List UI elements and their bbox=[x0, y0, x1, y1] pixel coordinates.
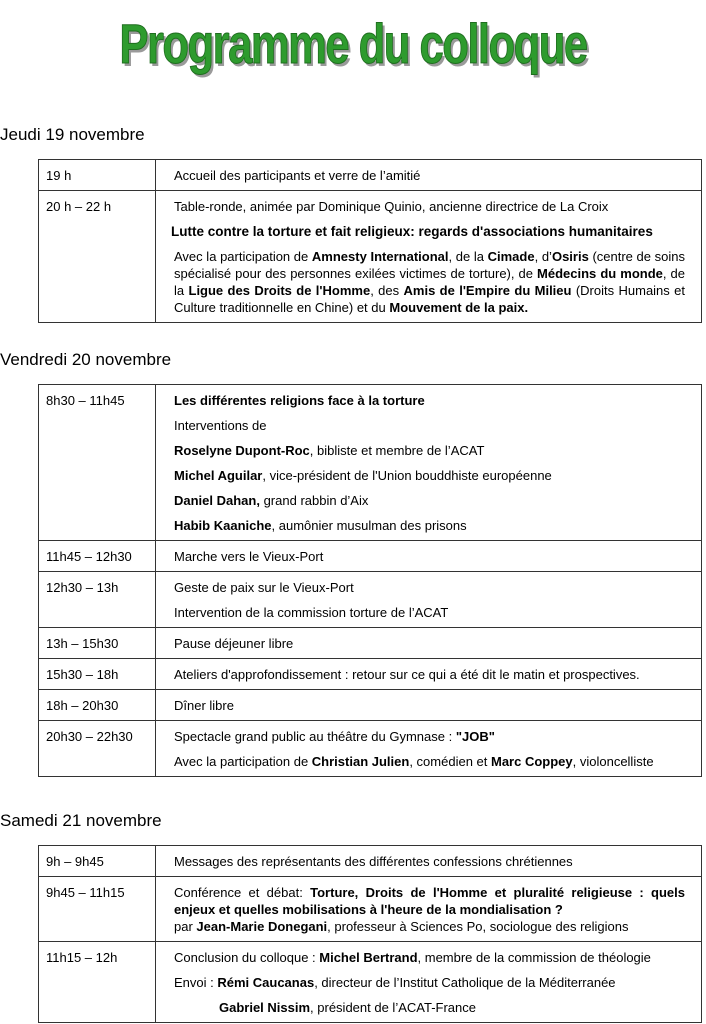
time-cell: 13h – 15h30 bbox=[39, 628, 156, 659]
table-row bbox=[39, 942, 702, 1023]
description-cell: Dîner libre bbox=[156, 690, 702, 721]
speaker: Roselyne Dupont-Roc, bibliste et membre de l’ACAT bbox=[174, 443, 485, 458]
time-cell: 9h – 9h45 bbox=[39, 846, 156, 877]
description-cell bbox=[156, 191, 702, 323]
description-cell: Conférence et débat: Torture, Droits de l'Homme et pluralité religieuse : quels enjeux et quelles mobilisations à l'heure de la mondialisation ? par Jean-Marie Donegani, professeur à Sciences Po, sociologue des religions bbox=[156, 877, 702, 942]
table-row bbox=[39, 385, 702, 541]
time-cell: 9h45 – 11h15 bbox=[39, 877, 156, 942]
day-heading-thursday: Jeudi 19 novembre bbox=[0, 125, 145, 144]
table-row bbox=[39, 659, 702, 690]
table-row bbox=[39, 690, 702, 721]
participants-paragraph: Avec la participation de Amnesty International, de la Cimade, d’Osiris (centre de soins spécialisé pour des personnes exilées victimes de torture), de Médecins du monde, de la Ligue des Droits de l'Homme, des Amis de l'Empire du Milieu (Droits Humains et Culture traditionnelle en Chine) et du Mouvement de la paix. bbox=[174, 249, 686, 315]
time-cell: 15h30 – 18h bbox=[39, 659, 156, 690]
description-cell: Les différentes religions face à la torture Interventions de Roselyne Dupont-Roc, bibliste et membre de l’ACAT Michel Aguilar, vice-président de l'Union bouddhiste européenne Daniel Dahan, grand rabbin d’Aix Habib Kaaniche, aumônier musulman des prisons bbox=[156, 385, 702, 541]
time-cell: 20 h – 22 h bbox=[39, 191, 156, 323]
description-cell: Conclusion du colloque : Michel Bertrand, membre de la commission de théologie Envoi : Rémi Caucanas, directeur de l’Institut Catholique de la Méditerranée Gabriel Nissim, président de l’ACAT-France bbox=[156, 942, 702, 1023]
table-row bbox=[39, 541, 702, 572]
table-row bbox=[39, 160, 702, 191]
description-cell: Geste de paix sur le Vieux-Port Intervention de la commission torture de l’ACAT bbox=[156, 572, 702, 628]
time-cell: 11h45 – 12h30 bbox=[39, 541, 156, 572]
table-row bbox=[39, 721, 702, 777]
schedule-table-saturday bbox=[38, 845, 702, 1023]
page-title: Programme du colloque bbox=[119, 12, 587, 75]
table-row bbox=[39, 572, 702, 628]
description-cell: Messages des représentants des différentes confessions chrétiennes bbox=[156, 846, 702, 877]
speaker: Michel Aguilar, vice-président de l'Union bouddhiste européenne bbox=[174, 468, 552, 483]
description-cell: Marche vers le Vieux-Port bbox=[156, 541, 702, 572]
table-row bbox=[39, 628, 702, 659]
table-row bbox=[39, 191, 702, 323]
day-heading-saturday: Samedi 21 novembre bbox=[0, 811, 162, 830]
schedule-table-friday bbox=[38, 384, 702, 777]
speaker: Daniel Dahan, grand rabbin d’Aix bbox=[174, 493, 369, 508]
description-cell: Spectacle grand public au théâtre du Gymnase : "JOB" Avec la participation de Christian Julien, comédien et Marc Coppey, violoncelliste bbox=[156, 721, 702, 777]
time-cell: 12h30 – 13h bbox=[39, 572, 156, 628]
table-row bbox=[39, 846, 702, 877]
description-cell: Pause déjeuner libre bbox=[156, 628, 702, 659]
speaker: Habib Kaaniche, aumônier musulman des prisons bbox=[174, 518, 467, 533]
day-heading-friday: Vendredi 20 novembre bbox=[0, 350, 172, 369]
time-cell: 8h30 – 11h45 bbox=[39, 385, 156, 541]
time-cell: 20h30 – 22h30 bbox=[39, 721, 156, 777]
table-row bbox=[39, 877, 702, 942]
schedule-table-thursday bbox=[38, 159, 702, 323]
time-cell: 18h – 20h30 bbox=[39, 690, 156, 721]
time-cell: 19 h bbox=[39, 160, 156, 191]
time-cell: 11h15 – 12h bbox=[39, 942, 156, 1023]
roundtable-title: Lutte contre la torture et fait religieux: regards d'associations humanitaires bbox=[171, 224, 653, 239]
description-cell: Ateliers d'approfondissement : retour sur ce qui a été dit le matin et prospectives. bbox=[156, 659, 702, 690]
roundtable-intro: Table-ronde, animée par Dominique Quinio, ancienne directrice de La Croix bbox=[174, 199, 609, 214]
description-cell: Accueil des participants et verre de l’amitié bbox=[156, 160, 702, 191]
